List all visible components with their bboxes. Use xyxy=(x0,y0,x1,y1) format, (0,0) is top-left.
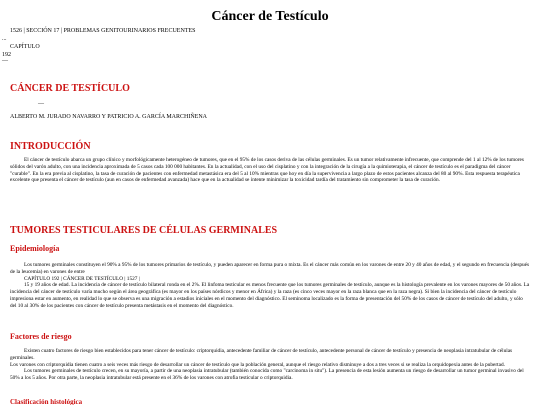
chapter-number: 192 xyxy=(2,52,11,58)
epidemiology-paragraph xyxy=(10,262,530,310)
epidemiology-text-b: 15 y 19 años de edad. La incidencia de cáncer de testículo bilateral ronda en el 2%. El linfoma testicular es menos frecuente que los tumores germinales de testículo, aunque es la histología prevalente en los varones mayores de 50 años. La incidencia del cáncer de testículo varía mucho según el área geográfica (es mayor en los países nórdicos y menor en África) y la raza (es cinco veces mayor en la raza blanca que en la raza negra). Si bien la incidencia del cáncer de testículo impresiona estar en aumento, en realidad lo que se observa es una migración a estadios iniciales en el momento del diagnóstico. El seminoma localizado es la forma de presentación del 50% de los casos de cáncer de testículo del adulto, y sólo del 10 al 30% de los pacientes con cáncer de testículo presenta metástasis en el momento del diagnóstico. xyxy=(10,282,530,309)
risk-factors-heading: Factores de riesgo xyxy=(10,332,72,341)
histology-heading: Clasificación histológica xyxy=(10,398,83,405)
running-header: 1526 | SECCIÓN 17 | PROBLEMAS GENITOURINARIOS FRECUENTES xyxy=(10,28,196,34)
marker: — xyxy=(38,101,44,107)
document-title: Cáncer de Testículo xyxy=(211,9,329,24)
germ-cell-heading: TUMORES TESTICULARES DE CÉLULAS GERMINALES xyxy=(10,225,278,236)
page-reference: CAPÍTULO 192 | CÁNCER DE TESTÍCULO | 1527 | xyxy=(24,275,140,282)
chapter-label: CAPÍTULO xyxy=(10,44,40,50)
epidemiology-heading: Epidemiología xyxy=(10,244,60,253)
intro-heading: INTRODUCCIÓN xyxy=(10,141,91,152)
marker: ... xyxy=(2,36,7,42)
authors: ALBERTO M. JURADO NAVARRO Y PATRICIO A. GARCÍA MARCHIÑENA xyxy=(10,114,208,120)
chapter-title: CÁNCER DE TESTÍCULO xyxy=(10,83,130,94)
epidemiology-text-a: Los tumores germinales constituyen el 90% a 95% de los tumores primarios de testículo, y pueden aparecer en forma pura o mixta. Es el cáncer más común en los varones de entre 20 y 40 años de edad, y el segundo en frecuencia (después de la leucemia) en varones de entre xyxy=(10,262,530,275)
risk-text-2: Los varones con criptorquidia tienen cuatro a seis veces más riesgo de desarrollar un cáncer de testículo que la población general, aunque el riesgo relativo disminuye a dos a tres veces si se realiza la orquidopexia antes de la pubertad. xyxy=(10,361,505,368)
intro-paragraph xyxy=(10,157,530,184)
intro-text: El cáncer de testículo abarca un grupo clínico y morfológicamente heterogéneo de tumores, que en el 95% de los casos deriva de las células germinales. Es un tumor relativamente infrecuente, que comprende del 1 al 12% de los tumores sólidos del varón adulto, con una incidencia aproximada de 5 casos cada 100 000 habitantes. En la actualidad, con el uso del cisplatino y con la integración de la cirugía a la quimioterapia, el cáncer de testículo es el paradigma del cáncer "curable". En la era previa al cisplatino, la tasa de curación de pacientes con enfermedad metastásica era del 5 al 10% mientras que hoy en día la supervivencia a largo plazo de estos pacientes alcanza del 80 al 90%. Esta respuesta terapéutica excelente que presenta el cáncer de testículo (aun en casos de enfermedad avanzada) hace que en la actualidad se intente minimizar la toxicidad tardía del tratamiento sin comprometer la tasa de curación. xyxy=(10,157,524,184)
risk-text-3: Los tumores germinales de testículo crecen, en su mayoría, a partir de una neoplasia intratubular (también conocida como "carcinoma in situ"). La presencia de esta lesión aumenta un riesgo de desarrollar un tumor germinal invasivo del 50% a los 5 años. Por otra parte, la neoplasia intratubular está presente en el 36% de los varones con atrofia testicular o criptorquidia. xyxy=(10,368,524,382)
marker: — xyxy=(2,58,8,64)
risk-text-1: Existen cuatro factores de riesgo bien establecidos para tener cáncer de testículo: criptorquidia, antecedente familiar de cáncer de testículo, antecedente personal de cáncer de testículo y presencia de neoplasia intratubular de células germinales. xyxy=(10,348,513,361)
risk-factors-paragraph xyxy=(10,348,530,382)
